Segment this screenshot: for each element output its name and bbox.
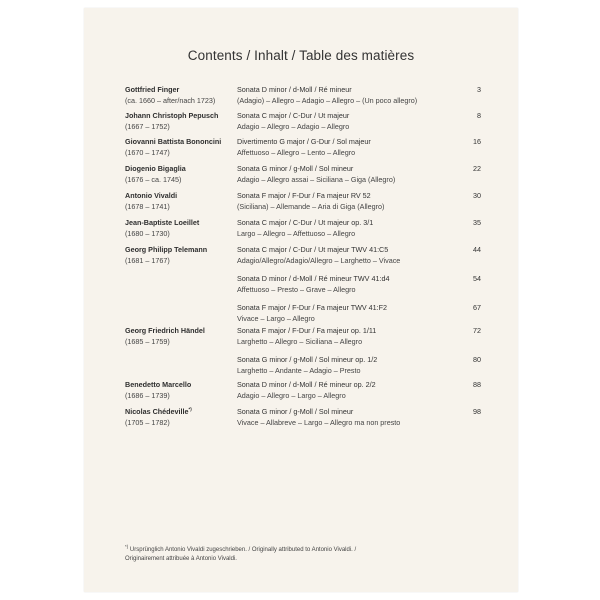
page-number: 80 <box>473 355 481 364</box>
work-title: Sonata G minor / g-Moll / Sol mineur op. 1/2 <box>237 355 378 364</box>
composer-name <box>125 407 237 418</box>
composer-dates: (1686 – 1739) <box>125 390 170 400</box>
composer <box>125 380 237 401</box>
composer-name-text: Nicolas Chédeville <box>125 407 189 416</box>
works-list <box>237 218 481 247</box>
work-item[interactable] <box>237 274 481 295</box>
work-title: Sonata G minor / g-Moll / Sol mineur <box>237 164 354 173</box>
page-number: 54 <box>473 274 481 283</box>
work-movements: (Adagio) – Allegro – Adagio – Allegro – (Un poco allegro) <box>237 95 418 105</box>
composer <box>125 137 237 158</box>
footnote-line <box>125 546 485 555</box>
composer <box>125 164 237 185</box>
page-number: 44 <box>473 245 481 254</box>
work-item[interactable] <box>237 355 481 376</box>
work-movements: (Siciliana) – Allemande – Aria di Giga (Allegro) <box>237 201 385 211</box>
page-number: 22 <box>473 164 481 173</box>
composer-dates: (1678 – 1741) <box>125 201 170 211</box>
work-title: Sonata C major / C-Dur / Ut majeur TWV 41:C5 <box>237 245 389 254</box>
work-item[interactable] <box>237 137 481 158</box>
work-movements: Largo – Allegro – Affettuoso – Allegro <box>237 228 356 238</box>
work-title: Sonata G minor / g-Moll / Sol mineur <box>237 407 354 416</box>
composer <box>125 218 237 239</box>
composer-name: Johann Christoph Pepusch <box>125 111 219 120</box>
work-item[interactable] <box>237 380 481 401</box>
works-list <box>237 137 481 166</box>
composer <box>125 191 237 212</box>
composer-name: Diogenio Bigaglia <box>125 164 186 173</box>
work-item[interactable] <box>237 407 481 428</box>
work-item[interactable] <box>237 245 481 266</box>
contents-page <box>84 8 518 592</box>
work-title: Sonata D minor / d-Moll / Ré mineur op. 2/2 <box>237 380 376 389</box>
work-movements: Adagio – Allegro – Largo – Allegro <box>237 390 346 400</box>
works-list <box>237 326 481 384</box>
works-list <box>237 164 481 193</box>
works-list <box>237 85 481 114</box>
composer-name: Gottfried Finger <box>125 85 180 94</box>
composer <box>125 407 237 428</box>
work-movements: Larghetto – Andante – Adagio – Presto <box>237 365 361 375</box>
footnote-mark: *) <box>125 544 129 549</box>
work-item[interactable] <box>237 164 481 185</box>
work-title: Sonata D minor / d-Moll / Ré mineur <box>237 85 352 94</box>
work-title: Divertimento G major / G-Dur / Sol majeur <box>237 137 371 146</box>
composer <box>125 245 237 266</box>
work-movements: Vivace – Allabreve – Largo – Allegro ma non presto <box>237 417 401 427</box>
page-number: 16 <box>473 137 481 146</box>
composer-dates: (1670 – 1747) <box>125 147 170 157</box>
footnote-marker[interactable]: *) <box>188 406 192 412</box>
work-movements: Adagio – Allegro assai – Siciliana – Giga (Allegro) <box>237 174 396 184</box>
work-movements: Adagio/Allegro/Adagio/Allegro – Larghetto – Vivace <box>237 255 401 265</box>
composer-name: Georg Philipp Telemann <box>125 245 208 254</box>
work-title: Sonata F major / F-Dur / Fa majeur RV 52 <box>237 191 371 200</box>
composer-dates: (1705 – 1782) <box>125 417 170 427</box>
work-title: Sonata F major / F-Dur / Fa majeur TWV 41:F2 <box>237 303 388 312</box>
work-movements: Vivace – Largo – Allegro <box>237 313 315 323</box>
works-list <box>237 407 481 436</box>
composer-dates: (1667 – 1752) <box>125 121 170 131</box>
composer-name: Antonio Vivaldi <box>125 191 178 200</box>
works-list <box>237 191 481 220</box>
page-title: Contents / Inhalt / Table des matières <box>187 48 415 63</box>
work-item[interactable] <box>237 326 481 347</box>
page-number: 72 <box>473 326 481 335</box>
work-title: Sonata F major / F-Dur / Fa majeur op. 1/11 <box>237 326 377 335</box>
footnote <box>125 546 485 563</box>
page-number: 67 <box>473 303 481 312</box>
composer-dates: (ca. 1660 – after/nach 1723) <box>125 95 216 105</box>
page-number: 30 <box>473 191 481 200</box>
composer-dates: (1681 – 1767) <box>125 255 170 265</box>
work-title: Sonata D minor / d-Moll / Ré mineur TWV 41:d4 <box>237 274 390 283</box>
page-number: 88 <box>473 380 481 389</box>
work-item[interactable] <box>237 111 481 132</box>
page-number: 35 <box>473 218 481 227</box>
work-movements: Larghetto – Allegro – Siciliana – Allegro <box>237 336 363 346</box>
page-number: 98 <box>473 407 481 416</box>
works-list <box>237 245 481 332</box>
page-number: 8 <box>477 111 481 120</box>
work-title: Sonata C major / C-Dur / Ut majeur op. 3/1 <box>237 218 374 227</box>
composer <box>125 85 237 106</box>
works-list <box>237 111 481 140</box>
composer-name: Giovanni Battista Bononcini <box>125 137 222 146</box>
composer <box>125 326 237 347</box>
work-movements: Adagio – Allegro – Adagio – Allegro <box>237 121 350 131</box>
composer-dates: (1680 – 1730) <box>125 228 170 238</box>
work-movements: Affettuoso – Allegro – Lento – Allegro <box>237 147 356 157</box>
work-item[interactable] <box>237 85 481 106</box>
works-list <box>237 380 481 409</box>
footnote-text: Ursprünglich Antonio Vivaldi zugeschrieben. / Originally attributed to Antonio Vivaldi. / <box>129 547 357 553</box>
page-number: 3 <box>477 85 481 94</box>
composer-name: Georg Friedrich Händel <box>125 326 205 335</box>
work-item[interactable] <box>237 191 481 212</box>
composer-dates: (1676 – ca. 1745) <box>125 174 182 184</box>
composer-dates: (1685 – 1759) <box>125 336 170 346</box>
footnote-line: Originairement attribuée à Antonio Vivaldi. <box>125 555 237 562</box>
work-item[interactable] <box>237 303 481 324</box>
work-title: Sonata C major / C-Dur / Ut majeur <box>237 111 350 120</box>
work-movements: Affettuoso – Presto – Grave – Allegro <box>237 284 356 294</box>
composer <box>125 111 237 132</box>
work-item[interactable] <box>237 218 481 239</box>
composer-name: Benedetto Marcello <box>125 380 192 389</box>
composer-name: Jean-Baptiste Loeillet <box>125 218 200 227</box>
